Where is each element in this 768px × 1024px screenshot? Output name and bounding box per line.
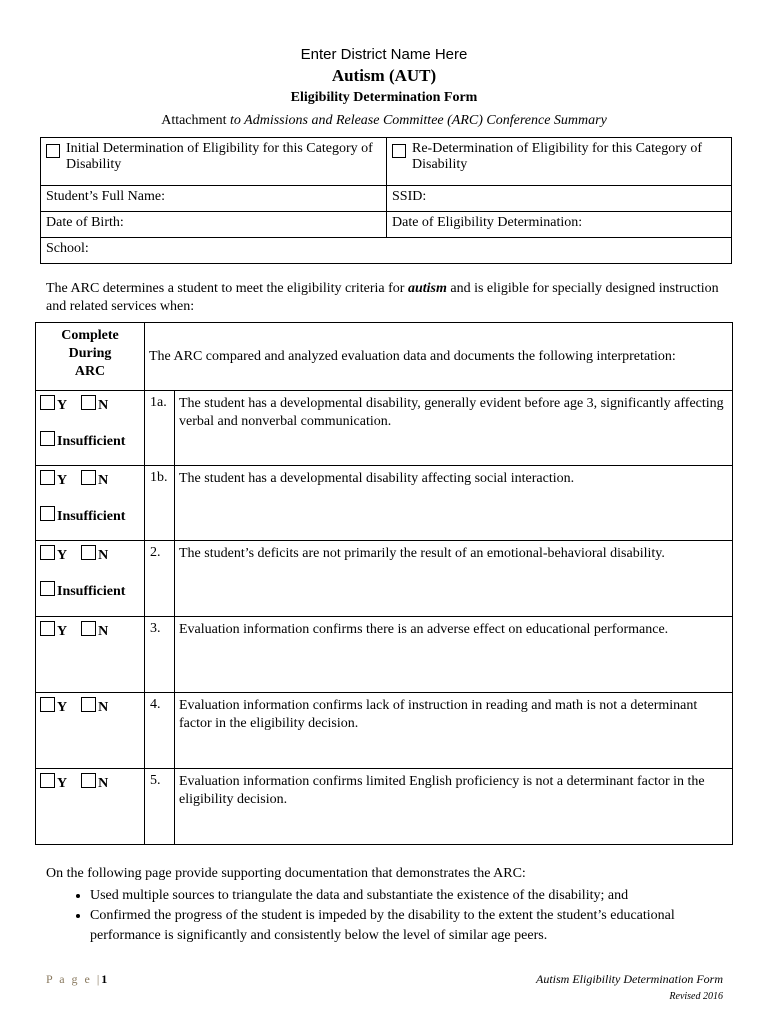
intro-paragraph [46,280,736,316]
attachment-reference: to Admissions and Release Committee (ARC) Conference Summary [230,113,607,128]
no-checkbox[interactable] [81,773,96,788]
insufficient-label: Insufficient [57,434,126,449]
criterion-text: The student has a developmental disability affecting social interaction. [175,466,733,541]
student-info-table [40,137,732,264]
yes-label: Y [57,624,68,639]
no-checkbox[interactable] [81,621,96,636]
student-name-field[interactable]: Student’s Full Name: [41,186,387,212]
no-label: N [98,776,109,791]
criterion-number: 2. [145,541,175,617]
school-field[interactable]: School: [41,238,732,264]
complete-during-arc-header [36,323,145,391]
criterion-number: 1b. [145,466,175,541]
form-title: Autism (AUT) [331,66,437,85]
yes-label: Y [57,700,68,715]
insufficient-checkbox[interactable] [40,506,55,521]
intro-text-after: and is eligible for specially designed instruction and related services when: [46,281,719,314]
redetermination-checkbox[interactable] [392,144,406,158]
criterion-text: The student’s deficits are not primarily the result of an emotional-behavioral disability. [175,541,733,617]
criterion-number: 3. [145,617,175,693]
insufficient-checkbox[interactable] [40,581,55,596]
criteria-table [35,322,733,845]
no-checkbox[interactable] [81,697,96,712]
response-cell [36,769,145,845]
response-cell [36,466,145,541]
interpretation-header: The ARC compared and analyzed evaluation data and documents the following interpretation: [145,323,733,391]
footer-revised: Revised 2016 [669,991,723,1002]
yes-checkbox[interactable] [40,773,55,788]
yes-label: Y [57,398,68,413]
district-name: Enter District Name Here [300,46,468,63]
list-item: • Used multiple sources to triangulate the data and substantiate the existence of the disability; and [90,886,736,906]
response-cell [36,617,145,693]
supporting-documentation-section [46,864,736,946]
determination-date-field[interactable]: Date of Eligibility Determination: [387,212,732,238]
supporting-documentation-lead: On the following page provide supporting documentation that demonstrates the ARC: [46,866,526,881]
yes-checkbox[interactable] [40,697,55,712]
response-cell [36,391,145,466]
criterion-number: 4. [145,693,175,769]
footer-form-name: Autism Eligibility Determination Form [536,972,723,986]
header-line-3: ARC [74,364,106,379]
criterion-text: Evaluation information confirms lack of instruction in reading and math is not a determinant factor in the eligibility decision. [175,693,733,769]
yes-label: Y [57,548,68,563]
initial-determination-cell [41,138,387,186]
supporting-documentation-list [46,886,736,946]
ssid-field[interactable]: SSID: [387,186,732,212]
yes-checkbox[interactable] [40,395,55,410]
intro-emphasis: autism [407,281,447,296]
attachment-line [0,113,768,129]
yes-label: Y [57,776,68,791]
header-line-2: During [68,346,112,361]
criterion-text: Evaluation information confirms there is an adverse effect on educational performance. [175,617,733,693]
insufficient-label: Insufficient [57,509,126,524]
page-label: P a g e | [46,972,102,986]
page-number: 1 [101,972,108,986]
no-checkbox[interactable] [81,470,96,485]
initial-determination-label: Initial Determination of Eligibility for this Category of Disability [66,141,373,172]
header-line-1: Complete [61,328,119,343]
redetermination-cell [387,138,732,186]
yes-checkbox[interactable] [40,470,55,485]
no-label: N [98,473,109,488]
no-label: N [98,548,109,563]
insufficient-label: Insufficient [57,584,126,599]
redetermination-label: Re-Determination of Eligibility for this Category of Disability [412,141,703,172]
no-checkbox[interactable] [81,545,96,560]
yes-checkbox[interactable] [40,621,55,636]
initial-determination-checkbox[interactable] [46,144,60,158]
intro-text-before: The ARC determines a student to meet the eligibility criteria for [46,281,405,296]
yes-checkbox[interactable] [40,545,55,560]
criterion-text: Evaluation information confirms limited English proficiency is not a determinant factor in the eligibility decision. [175,769,733,845]
criterion-number: 5. [145,769,175,845]
criterion-number: 1a. [145,391,175,466]
criterion-text: The student has a developmental disability, generally evident before age 3, significantly affecting verbal and nonverbal communication. [175,391,733,466]
form-subtitle: Eligibility Determination Form [290,90,478,105]
no-checkbox[interactable] [81,395,96,410]
page-footer [46,972,107,987]
no-label: N [98,398,109,413]
yes-label: Y [57,473,68,488]
insufficient-checkbox[interactable] [40,431,55,446]
attachment-prefix: Attachment [161,113,227,128]
no-label: N [98,624,109,639]
dob-field[interactable]: Date of Birth: [41,212,387,238]
response-cell [36,693,145,769]
list-item: • Confirmed the progress of the student is impeded by the disability to the extent the student’s educational performance is significantly and consistently below the level of similar age peers. [90,906,736,946]
no-label: N [98,700,109,715]
response-cell [36,541,145,617]
